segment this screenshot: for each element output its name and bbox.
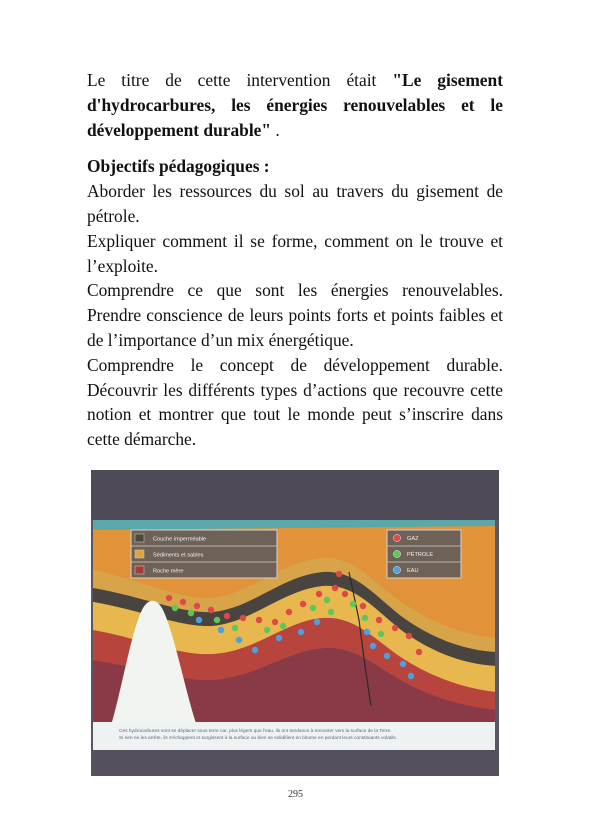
geology-photo bbox=[91, 470, 499, 776]
water-dot bbox=[218, 627, 224, 633]
objective-item: Comprendre le concept de développement durable. Découvrir les différents types d’actions que recouvre cette notion et montrer que tout le monde peut s’inscrire dans cette démarche. bbox=[87, 354, 503, 450]
photo-top-shadow bbox=[91, 470, 499, 520]
figure-caption-line-2: Si rien ne les arrête, ils s'échappent et surgissent à la surface ou bien se solidifient en bitume en perdant leurs constituants volatils. bbox=[119, 736, 397, 741]
geology-diagram bbox=[91, 470, 499, 776]
water-dot bbox=[276, 635, 282, 641]
gas-dot bbox=[392, 625, 398, 631]
water-dot bbox=[236, 637, 242, 643]
photo-bottom-shadow bbox=[91, 750, 499, 776]
gas-dot bbox=[256, 617, 262, 623]
gas-dot bbox=[166, 595, 172, 601]
oil-dot bbox=[214, 617, 220, 623]
water-dot bbox=[384, 653, 390, 659]
oil-legend-dot bbox=[393, 550, 400, 557]
legend-label-gas: GAZ bbox=[407, 536, 419, 542]
gas-dot bbox=[360, 603, 366, 609]
intervention-title: "Le gisement d'hydrocarbures, les énergies renouvelables et le développement durable" bbox=[87, 70, 503, 140]
body-text bbox=[87, 68, 503, 452]
objective-item: Expliquer comment il se forme, comment on le trouve et l’exploite. bbox=[87, 230, 503, 276]
impermeable-swatch bbox=[135, 534, 144, 542]
sediment-swatch bbox=[135, 550, 144, 558]
gas-dot bbox=[194, 603, 200, 609]
legend-right bbox=[387, 530, 461, 578]
water-dot bbox=[364, 629, 370, 635]
water-dot bbox=[400, 661, 406, 667]
legend-label-sediments: Sédiments et sables bbox=[153, 552, 204, 559]
oil-dot bbox=[264, 627, 270, 633]
gas-dot bbox=[208, 607, 214, 613]
gas-dot bbox=[332, 585, 338, 591]
oil-dot bbox=[362, 615, 368, 621]
legend-label-oil: PÉTROLE bbox=[407, 552, 434, 558]
gas-dot bbox=[376, 617, 382, 623]
gas-dot bbox=[406, 633, 412, 639]
water-legend-dot bbox=[393, 566, 400, 573]
gas-legend-dot bbox=[393, 534, 400, 541]
oil-dot bbox=[188, 610, 194, 616]
intro-suffix: . bbox=[271, 119, 280, 140]
oil-dot bbox=[378, 631, 384, 637]
oil-dot bbox=[328, 609, 334, 615]
gas-dot bbox=[300, 601, 306, 607]
gas-dot bbox=[286, 609, 292, 615]
water-dot bbox=[196, 617, 202, 623]
gas-dot bbox=[224, 613, 230, 619]
water-dot bbox=[298, 629, 304, 635]
oil-dot bbox=[310, 605, 316, 611]
legend-label-water: EAU bbox=[407, 568, 419, 574]
intro-prefix: Le titre de cette intervention était bbox=[87, 70, 393, 90]
intro-paragraph bbox=[87, 68, 503, 142]
legend-left bbox=[131, 530, 277, 578]
figure-caption-line-1: Ces hydrocarbures vont se déplacer sous terre car, plus légers que l'eau, ils ont tendance à remonter vers la surface de la Terre. bbox=[119, 729, 392, 734]
water-dot bbox=[408, 673, 414, 679]
objectives-heading: Objectifs pédagogiques : bbox=[87, 156, 270, 177]
oil-dot bbox=[232, 625, 238, 631]
legend-label-source-rock: Roche mère bbox=[153, 568, 184, 575]
oil-dot bbox=[324, 597, 330, 603]
water-dot bbox=[252, 647, 258, 653]
gas-dot bbox=[316, 591, 322, 597]
gas-dot bbox=[336, 571, 342, 577]
oil-dot bbox=[172, 605, 178, 611]
source-rock-swatch bbox=[135, 566, 144, 574]
objective-item: Comprendre ce que sont les énergies renouvelables. Prendre conscience de leurs points forts et points faibles et de l’importance d’un mix énergétique. bbox=[87, 280, 503, 350]
water-dot bbox=[370, 643, 376, 649]
gas-dot bbox=[180, 599, 186, 605]
water-dot bbox=[314, 619, 320, 625]
page-number: 295 bbox=[288, 789, 303, 800]
oil-dot bbox=[350, 601, 356, 607]
gas-dot bbox=[240, 615, 246, 621]
gas-dot bbox=[272, 619, 278, 625]
legend-label-impermeable: Couche imperméable bbox=[153, 536, 207, 543]
oil-dot bbox=[280, 623, 286, 629]
objective-item: Aborder les ressources du sol au travers du gisement de pétrole. bbox=[87, 181, 503, 226]
gas-dot bbox=[342, 591, 348, 597]
gas-dot bbox=[416, 649, 422, 655]
